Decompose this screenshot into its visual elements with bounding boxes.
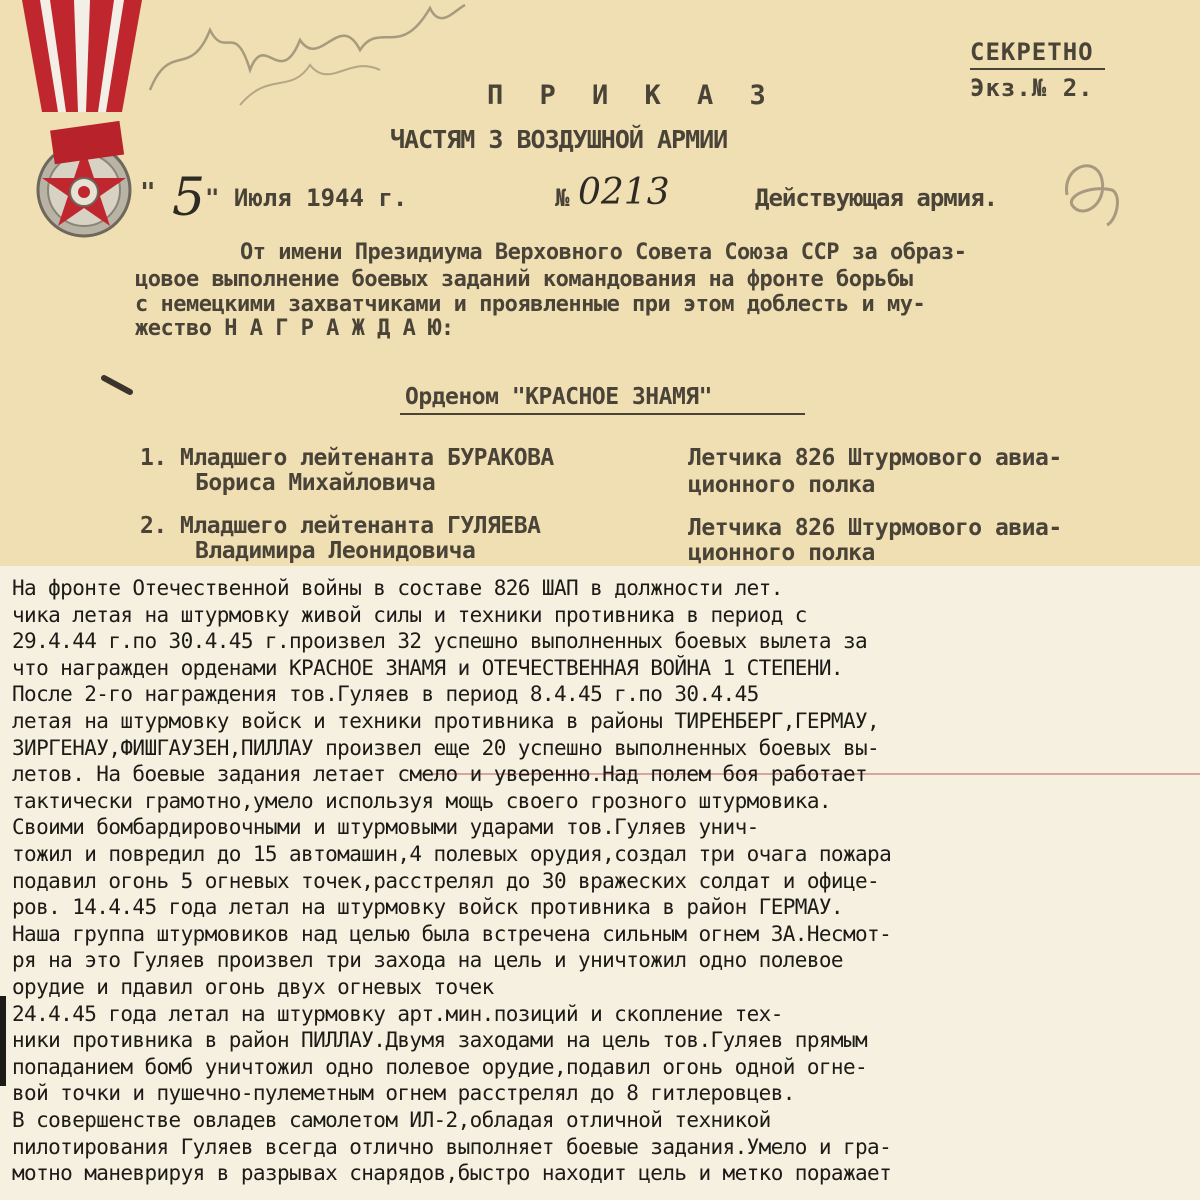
- citation-line: тактически грамотно,умело используя мощь своего грозного штурмовика.: [12, 788, 831, 813]
- medal-ribbon-icon: [22, 0, 142, 112]
- citation-line: что награжден орденами КРАСНОЕ ЗНАМЯ и ОТЕЧЕСТВЕННАЯ ВОЙНА 1 СТЕПЕНИ.: [12, 655, 843, 680]
- citation-line: пилотирования Гуляев всегда отлично выполняет боевые задания.Умело и гра-: [12, 1134, 892, 1159]
- citation-line: ря на это Гуляев произвел три захода на цель и уничтожил одно полевое: [12, 948, 843, 973]
- citation-line: вой точки и пушечно-пулеметным огнем расстрелял до 8 гитлеровцев.: [12, 1081, 795, 1106]
- citation-line: тожил и повредил до 15 автомашин,4 полевых орудия,создал три очага пожара: [12, 842, 892, 866]
- preamble-line: жество Н А Г Р А Ж Д А Ю:: [135, 316, 454, 341]
- order-of-red-banner-icon: [28, 112, 140, 242]
- award-order-sheet: [0, 0, 1200, 566]
- scan-edge-mark: [0, 996, 6, 1086]
- citation-line: Своими бомбардировочными и штурмовыми ударами тов.Гуляев унич-: [12, 815, 759, 840]
- awardee-2-position: Летчика 826 Штурмового авиа-: [688, 515, 1062, 541]
- citation-line: ЗИРГЕНАУ,ФИШГАУЗЕН,ПИЛЛАУ произвел еще 20 успешно выполненных боевых вы-: [12, 735, 880, 760]
- award-order-name-underline: [400, 413, 805, 415]
- citation-line: летов. На боевые задания летает смело и уверенно.Над полем боя работает: [12, 762, 868, 787]
- handwritten-mark: [1052, 150, 1127, 230]
- citation-line: После 2-го награждения тов.Гуляев в период 8.4.45 г.по 30.4.45: [12, 682, 759, 707]
- awardee-2-name-cont: Владимира Леонидовича: [195, 538, 476, 564]
- citation-line: ров. 14.4.45 года летал на штурмовку войск противника в район ГЕРМАУ.: [12, 895, 843, 920]
- citation-line: 29.4.44 г.по 30.4.45 г.произвел 32 успешно выполненных боевых вылета за: [12, 629, 868, 654]
- citation-line: В совершенстве овладев самолетом ИЛ-2,обладая отличной техникой: [12, 1108, 771, 1132]
- handwritten-note-scribble: [140, 0, 470, 120]
- citation-line: Наша группа штурмовиков над целью была встречена сильным огнем ЗА.Несмот-: [12, 921, 892, 946]
- citation-line: На фронте Отечественной войны в составе 826 ШАП в должности лет.: [12, 576, 783, 600]
- citation-line: попаданием бомб уничтожил одно полевое орудие,подавил огонь одной огне-: [12, 1054, 868, 1079]
- citation-line: 24.4.45 года летал на штурмовку арт.мин.позиций и скопление тех-: [12, 1001, 783, 1026]
- order-location: Действующая армия.: [755, 184, 998, 212]
- date-quote-open: ": [140, 178, 156, 208]
- order-subtitle: ЧАСТЯМ 3 ВОЗДУШНОЙ АРМИИ: [390, 125, 728, 154]
- citation-line: подавил огонь 5 огневых точек,расстрелял до 30 вражеских солдат и офице-: [12, 868, 880, 893]
- awardee-2-name: 2. Младшего лейтенанта ГУЛЯЕВА: [140, 513, 541, 539]
- date-day-handwritten: 5: [172, 168, 206, 228]
- citation-line: чика летая на штурмовку живой силы и техники противника в период с: [12, 602, 807, 627]
- awardee-2-position-cont: ционного полка: [688, 540, 875, 566]
- award-citation-sheet: [0, 566, 1200, 1200]
- preamble-line: с немецкими захватчиками и проявленные при этом доблесть и му-: [135, 292, 926, 317]
- order-title: П Р И К А З: [487, 80, 776, 111]
- order-number-label: №: [555, 184, 570, 212]
- awardee-1-name: 1. Младшего лейтенанта БУРАКОВА: [140, 445, 554, 471]
- citation-line: мотно маневрируя в разрывах снарядов,быстро находит цель и метко поражает: [12, 1161, 892, 1186]
- preamble-line: От имени Президиума Верховного Совета Союза ССР за образ-: [240, 240, 967, 265]
- award-order-name: Орденом "КРАСНОЕ ЗНАМЯ": [405, 384, 712, 410]
- copy-number: Экз.№ 2.: [970, 74, 1094, 102]
- citation-line: летая на штурмовку войск и техники противника в районы ТИРЕНБЕРГ,ГЕРМАУ,: [12, 709, 880, 733]
- preamble-line: цовое выполнение боевых заданий командования на фронте борьбы: [135, 267, 913, 292]
- awardee-1-position: Летчика 826 Штурмового авиа-: [688, 445, 1062, 471]
- awardee-1-position-cont: ционного полка: [688, 472, 875, 498]
- ink-mark: [100, 372, 140, 398]
- classification-stamp: СЕКРЕТНО: [970, 38, 1094, 66]
- citation-line: орудие и пдавил огонь двух огневых точек: [12, 975, 494, 999]
- classification-underline: [970, 68, 1105, 70]
- awardee-1-name-cont: Бориса Михайловича: [195, 470, 436, 496]
- order-number-handwritten: 0213: [578, 172, 670, 213]
- order-date: " Июля 1944 г.: [205, 184, 408, 212]
- citation-line: ники противника в район ПИЛЛАУ.Двумя заходами на цель тов.Гуляев прямым: [12, 1028, 868, 1053]
